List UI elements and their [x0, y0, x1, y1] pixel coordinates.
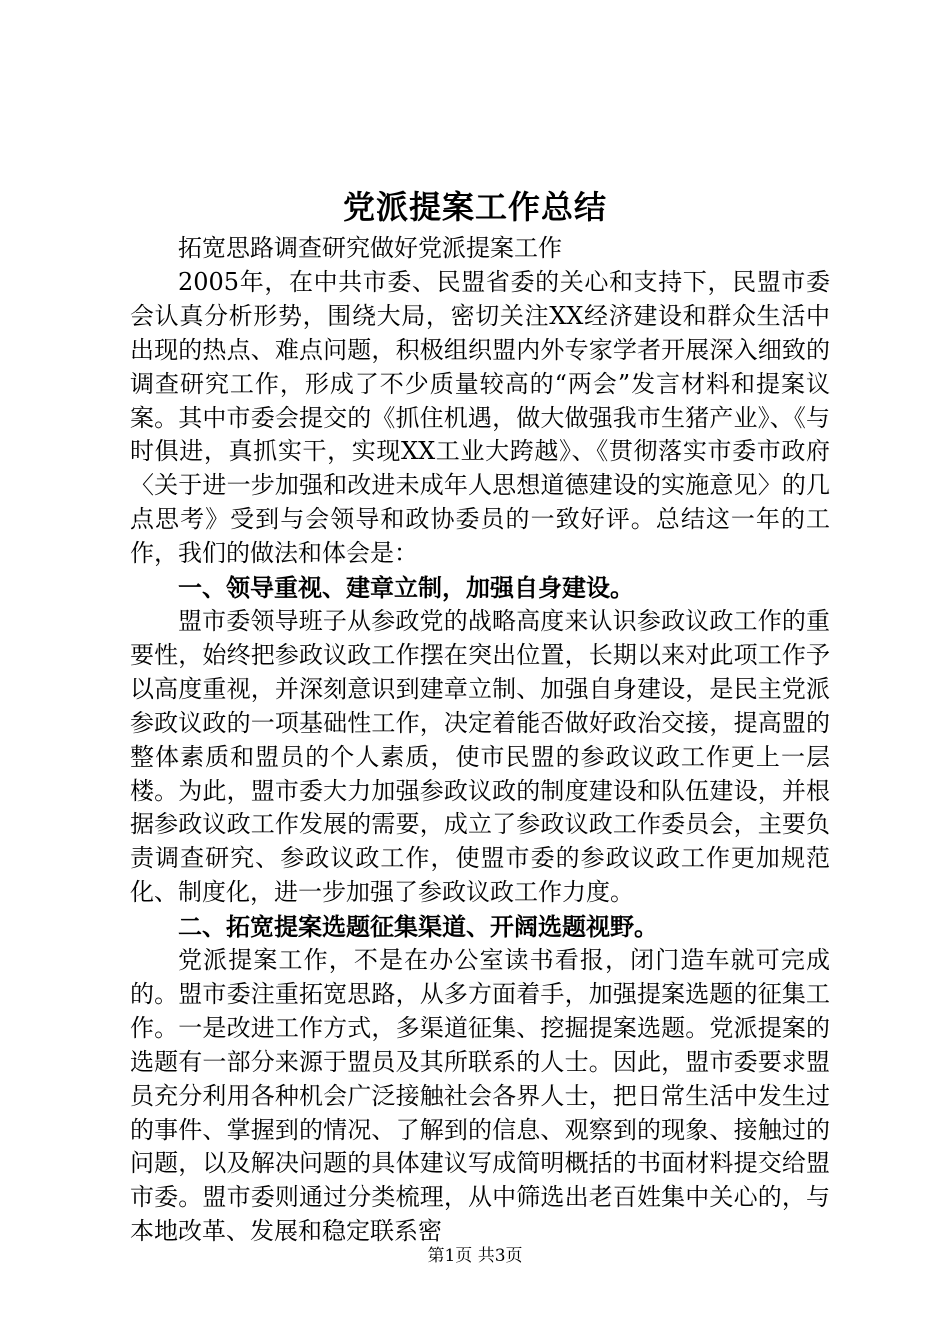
- subtitle-paragraph: 拓宽思路调查研究做好党派提案工作: [178, 234, 562, 262]
- document-title: 党派提案工作总结: [342, 188, 607, 226]
- section-2-paragraph: 党派提案工作，不是在办公室读书看报，闭门造车就可完成的。盟市委注重拓宽思路，从多方面着手，加强提案选题的征集工作。一是改进工作方式，多渠道征集、挖掘提案选题。党派提案的选题有一部分来源于盟员及其所联系的人士。因此，盟市委要求盟员充分利用各种机会广泛接触社会各界人士，把日常生活中发生过的事件、掌握到的情况、了解到的信息、观察到的现象、接触过的问题，以及解决问题的具体建议写成简明概括的书面材料提交给盟市委。盟市委则通过分类梳理，从中筛选出老百姓集中关心的，与本地改革、发展和稳定联系密: [130, 946, 830, 1246]
- section-heading-1: 一、领导重视、建章立制，加强自身建设。: [178, 573, 634, 603]
- section-heading-2: 二、拓宽提案选题征集渠道、开阔选题视野。: [178, 912, 658, 942]
- intro-paragraph: 2005年，在中共市委、民盟省委的关心和支持下，民盟市委会认真分析形势，围绕大局，密切关注XX经济建设和群众生活中出现的热点、难点问题，积极组织盟内外专家学者开展深入细致的调查研究工作，形成了不少质量较高的“两会”发言材料和提案议案。其中市委会提交的《抓住机遇，做大做强我市生猪产业》、《与时俱进，真抓实干，实现XX工业大跨越》、《贯彻落实市委市政府〈关于进一步加强和改进未成年人思想道德建设的实施意见〉的几点思考》受到与会领导和政协委员的一致好评。总结这一年的工作，我们的做法和体会是：: [130, 267, 830, 568]
- document-body: [130, 232, 830, 1249]
- section-1-paragraph: 盟市委领导班子从参政党的战略高度来认识参政议政工作的重要性，始终把参政议政工作摆在突出位置，长期以来对此项工作予以高度重视，并深刻意识到建章立制、加强自身建设，是民主党派参政议政的一项基础性工作，决定着能否做好政治交接，提高盟的整体素质和盟员的个人素质，使市民盟的参政议政工作更上一层楼。为此，盟市委大力加强参政议政的制度建设和队伍建设，并根据参政议政工作发展的需要，成立了参政议政工作委员会，主要负责调查研究、参政议政工作，使盟市委的参政议政工作更加规范化、制度化，进一步加强了参政议政工作力度。: [130, 606, 830, 907]
- page-number-footer: 第1页 共3页: [427, 1246, 523, 1266]
